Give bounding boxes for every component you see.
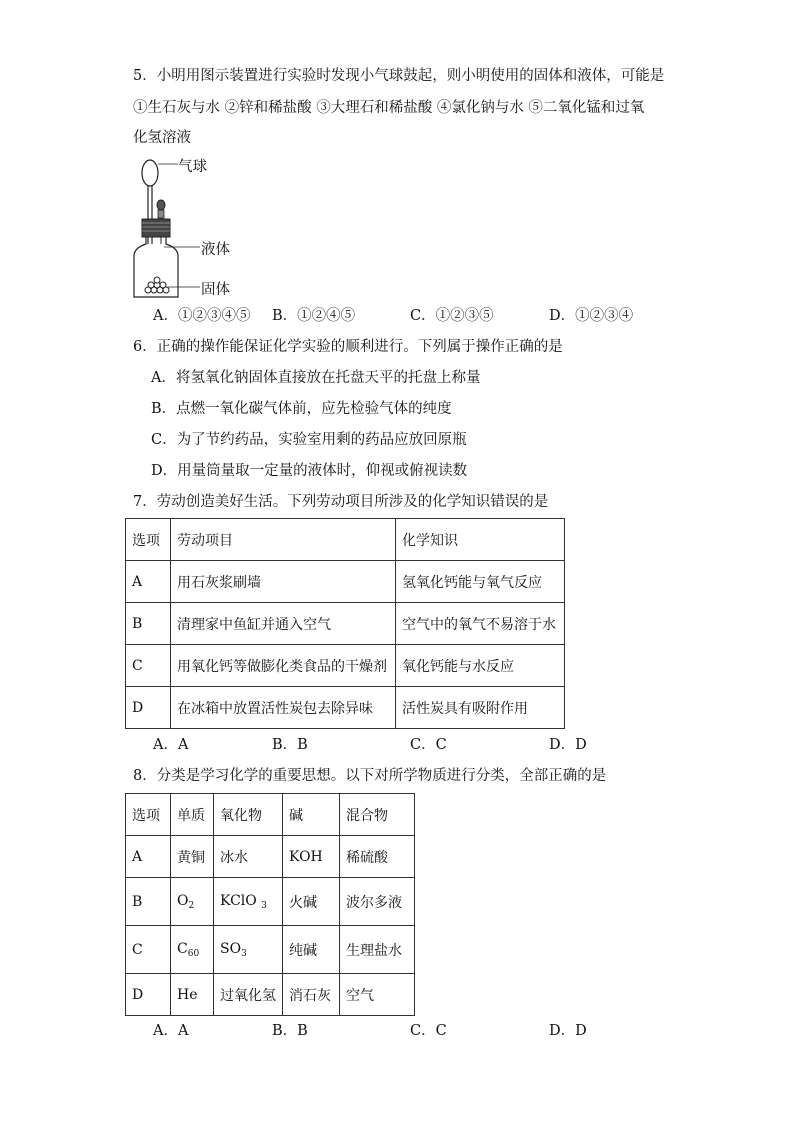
- table-cell: 氧化钙能与水反应: [396, 645, 565, 687]
- table-row: [126, 836, 415, 878]
- formula-main: SO: [220, 940, 242, 957]
- q7-option-a[interactable]: A．A: [153, 737, 189, 753]
- q7-option-b[interactable]: B．B: [272, 737, 308, 753]
- q5-stem-line1: 5．小明用图示装置进行实验时发现小气球鼓起，则小明使用的固体和液体，可能是: [133, 68, 665, 84]
- q8-options: [0, 1021, 794, 1041]
- formula-subscript: 60: [187, 948, 200, 959]
- table-row: [126, 603, 565, 645]
- header-cell: 劳动项目: [171, 519, 396, 561]
- table-cell: 在冰箱中放置活性炭包去除异味: [171, 687, 396, 729]
- table-row: [126, 974, 415, 1016]
- table-cell: A: [126, 561, 171, 603]
- q7-options: [0, 735, 794, 755]
- table-cell: 用氧化钙等做膨化类食品的干燥剂: [171, 645, 396, 687]
- table-cell: 消石灰: [283, 974, 340, 1016]
- table-header-row: [126, 794, 415, 836]
- q5-stem-line3: 化氢溶液: [133, 130, 191, 146]
- q5-apparatus-diagram: [128, 152, 248, 302]
- table-cell: B: [126, 878, 171, 926]
- q5-options: [0, 306, 794, 326]
- table-row: [126, 687, 565, 729]
- table-cell: C: [126, 645, 171, 687]
- header-cell: 选项: [126, 519, 171, 561]
- formula-subscript: 3: [261, 900, 267, 911]
- table-cell: 活性炭具有吸附作用: [396, 687, 565, 729]
- q6-choice-d[interactable]: D．用量筒量取一定量的液体时，仰视或俯视读数: [151, 463, 468, 479]
- q7-table: [125, 518, 565, 729]
- table-header-row: [126, 519, 565, 561]
- table-cell: 火碱: [283, 878, 340, 926]
- table-cell: [171, 878, 214, 926]
- formula-main: KClO: [220, 892, 257, 909]
- header-cell: 碱: [283, 794, 340, 836]
- table-cell: A: [126, 836, 171, 878]
- formula-subscript: 2: [188, 900, 195, 911]
- q6-stem: 6．正确的操作能保证化学实验的顺利进行。下列属于操作正确的是: [133, 339, 563, 355]
- formula-main: O: [177, 892, 189, 909]
- q8-option-c[interactable]: C．C: [410, 1023, 447, 1039]
- table-row: [126, 926, 415, 974]
- table-cell: D: [126, 687, 171, 729]
- table-row: [126, 561, 565, 603]
- header-cell: 化学知识: [396, 519, 565, 561]
- formula-subscript: 3: [241, 948, 247, 959]
- table-cell: 空气: [340, 974, 415, 1016]
- table-cell: 黄铜: [171, 836, 214, 878]
- table-cell: 稀硫酸: [340, 836, 415, 878]
- table-row: [126, 878, 415, 926]
- solid-label: 固体: [201, 282, 230, 298]
- table-cell: KOH: [283, 836, 340, 878]
- q5-option-a[interactable]: A．①②③④⑤: [153, 308, 251, 324]
- q8-option-a[interactable]: A．A: [153, 1023, 189, 1039]
- table-cell: 纯碱: [283, 926, 340, 974]
- q7-option-c[interactable]: C．C: [410, 737, 447, 753]
- q5-stem-line2: ①生石灰与水 ②锌和稀盐酸 ③大理石和稀盐酸 ④氯化钠与水 ⑤二氧化锰和过氧: [133, 100, 645, 116]
- table-cell: 波尔多液: [340, 878, 415, 926]
- header-cell: 混合物: [340, 794, 415, 836]
- q8-table: [125, 793, 415, 1016]
- q6-choice-a[interactable]: A．将氢氧化钠固体直接放在托盘天平的托盘上称量: [151, 370, 481, 386]
- q7-stem: 7．劳动创造美好生活。下列劳动项目所涉及的化学知识错误的是: [133, 494, 549, 510]
- q8-option-b[interactable]: B．B: [272, 1023, 308, 1039]
- q6-choice-b[interactable]: B．点燃一氧化碳气体前，应先检验气体的纯度: [151, 401, 452, 417]
- table-cell: C: [126, 926, 171, 974]
- q5-option-d[interactable]: D．①②③④: [549, 308, 634, 324]
- table-cell: [214, 878, 283, 926]
- table-cell: He: [171, 974, 214, 1016]
- q7-option-d[interactable]: D．D: [549, 737, 587, 753]
- q5-option-c[interactable]: C．①②③⑤: [410, 308, 494, 324]
- table-cell: 过氧化氢: [214, 974, 283, 1016]
- table-cell: B: [126, 603, 171, 645]
- q6-choice-c[interactable]: C．为了节约药品，实验室用剩的药品应放回原瓶: [151, 432, 467, 448]
- balloon-label: 气球: [178, 159, 207, 175]
- table-cell: [171, 926, 214, 974]
- liquid-label: 液体: [201, 242, 230, 258]
- header-cell: 选项: [126, 794, 171, 836]
- formula-main: C: [177, 940, 188, 957]
- table-cell: 冰水: [214, 836, 283, 878]
- q5-option-b[interactable]: B．①②④⑤: [272, 308, 356, 324]
- header-cell: 氧化物: [214, 794, 283, 836]
- q8-stem: 8．分类是学习化学的重要思想。以下对所学物质进行分类，全部正确的是: [133, 768, 607, 784]
- table-cell: 空气中的氧气不易溶于水: [396, 603, 565, 645]
- table-cell: 清理家中鱼缸并通入空气: [171, 603, 396, 645]
- table-cell: 氢氧化钙能与氧气反应: [396, 561, 565, 603]
- table-cell: [214, 926, 283, 974]
- table-cell: 用石灰浆刷墙: [171, 561, 396, 603]
- table-cell: D: [126, 974, 171, 1016]
- table-cell: 生理盐水: [340, 926, 415, 974]
- table-row: [126, 645, 565, 687]
- q8-option-d[interactable]: D．D: [549, 1023, 587, 1039]
- header-cell: 单质: [171, 794, 214, 836]
